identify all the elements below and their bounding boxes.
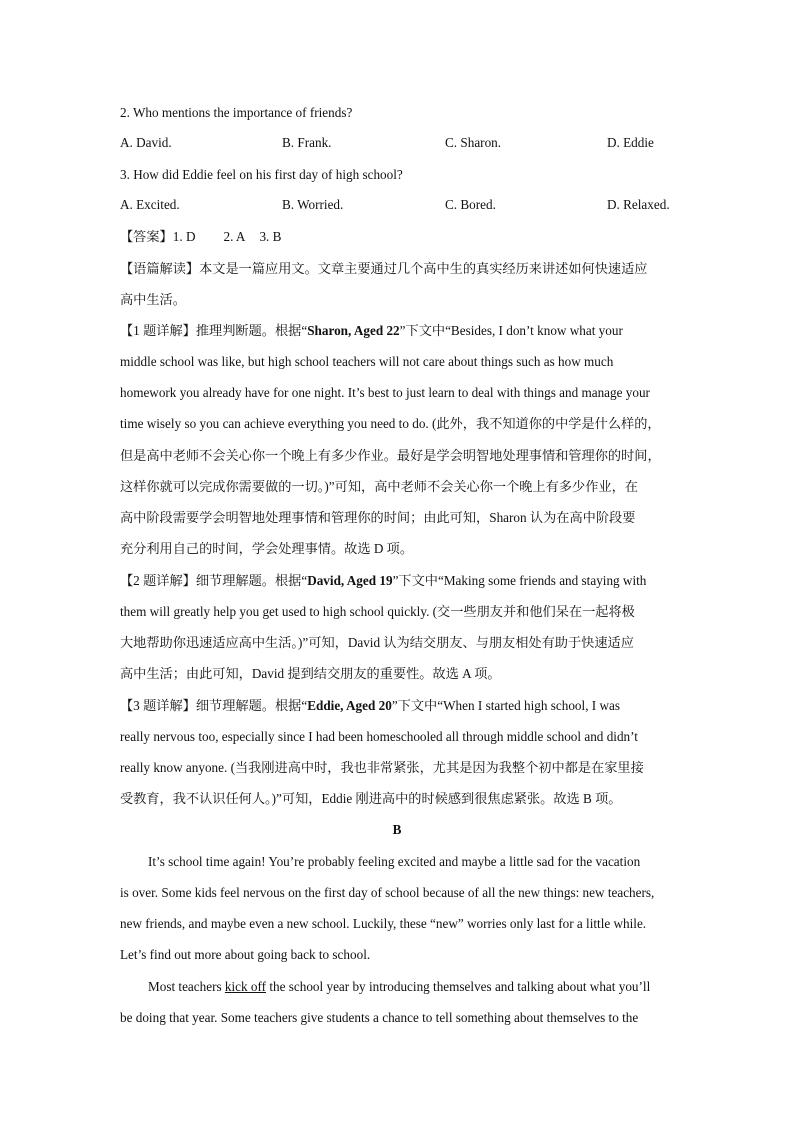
passage-line: new friends, and maybe even a new school. Luckily, these “new” worries only last for a little while.	[120, 916, 647, 931]
detail-1-line: 这样你就可以完成你需要做的一切。)”可知，高中老师不会关心你一个晚上有多少作业，在	[120, 479, 638, 494]
q2-option-a: A. David.	[120, 135, 172, 150]
detail-2-rest: ”下文中“Making some friends and staying with	[392, 573, 647, 588]
detail-3-lead: 细节理解题。根据“	[195, 698, 308, 713]
detail-2-line: 大地帮助你迅速适应高中生活。)”可知，David 认为结交朋友、与朋友相处有助于快速适应	[120, 635, 634, 650]
detail-2-lead: 细节理解题。根据“	[195, 573, 308, 588]
detail-1-tag: 【1 题详解】	[120, 323, 196, 338]
intro-line-2: 高中生活。	[120, 292, 186, 307]
passage-p2-first-line	[148, 978, 680, 996]
q2-option-b: B. Frank.	[282, 135, 332, 150]
q2-option-c: C. Sharon.	[445, 135, 502, 150]
q3-option-c: C. Bored.	[445, 197, 496, 212]
detail-1-rest: ”下文中“Besides, I don’t know what your	[399, 323, 623, 338]
answer-2: 2. A	[223, 229, 246, 244]
passage-line: be doing that year. Some teachers give students a chance to tell something about themselves to the	[120, 1010, 639, 1025]
answer-3: 3. B	[259, 229, 282, 244]
detail-2-tag: 【2 题详解】	[120, 573, 196, 588]
detail-1-line: middle school was like, but high school teachers will not care about things such as how much	[120, 354, 614, 369]
detail-1-name: Sharon, Aged 22	[307, 323, 400, 338]
detail-3-head	[120, 697, 680, 715]
question-3-text: 3. How did Eddie feel on his first day of high school?	[120, 167, 403, 182]
passage-line: It’s school time again! You’re probably feeling excited and maybe a little sad for the vacation	[148, 854, 641, 869]
detail-3-line: really know anyone. (当我刚进高中时，我也非常紧张，尤其是因为我整个初中都是在家里接	[120, 760, 644, 775]
passage-p2-rest: the school year by introducing themselves and talking about what you’ll	[266, 979, 651, 994]
passage-line: is over. Some kids feel nervous on the first day of school because of all the new things: new teachers,	[120, 885, 655, 900]
detail-3-line: really nervous too, especially since I had been homeschooled all through middle school and didn’t	[120, 729, 638, 744]
detail-1-lead: 推理判断题。根据“	[195, 323, 308, 338]
detail-2-name: David, Aged 19	[307, 573, 393, 588]
detail-1-line: 充分利用自己的时间，学会处理事情。故选 D 项。	[120, 541, 414, 556]
detail-3-name: Eddie, Aged 20	[307, 698, 392, 713]
underlined-phrase: kick off	[224, 979, 267, 994]
detail-3-rest: ”下文中“When I started high school, I was	[391, 698, 620, 713]
answer-tag: 【答案】	[120, 229, 173, 244]
q3-option-a: A. Excited.	[120, 197, 180, 212]
passage-line: Let’s find out more about going back to school.	[120, 947, 371, 962]
q2-option-d: D. Eddie	[607, 135, 654, 150]
detail-1-line: 但是高中老师不会关心你一个晚上有多少作业。最好是学会明智地处理事情和管理你的时间，	[120, 448, 661, 463]
answer-1: 1. D	[172, 229, 196, 244]
answer-line	[120, 228, 680, 246]
intro-line-1	[120, 260, 680, 278]
section-title: B	[392, 822, 402, 837]
detail-1-line: time wisely so you can achieve everything you need to do. (此外，我不知道你的中学是什么样的，	[120, 416, 661, 431]
intro-text-1: 本文是一篇应用文。文章主要通过几个高中生的真实经历来讲述如何快速适应	[199, 261, 648, 276]
intro-tag: 【语篇解读】	[120, 261, 200, 276]
q3-option-d: D. Relaxed.	[607, 197, 670, 212]
detail-1-head	[120, 322, 680, 340]
q3-option-b: B. Worried.	[282, 197, 344, 212]
detail-1-line: 高中阶段需要学会明智地处理事情和管理你的时间；由此可知，Sharon 认为在高中阶段要	[120, 510, 636, 525]
detail-3-line: 受教育，我不认识任何人。)”可知，Eddie 刚进高中的时候感到很焦虑紧张。故选 B 项。	[120, 791, 622, 806]
detail-2-head	[120, 572, 680, 590]
passage-p2-start: Most teachers	[148, 979, 225, 994]
detail-3-tag: 【3 题详解】	[120, 698, 196, 713]
question-2-text: 2. Who mentions the importance of friends?	[120, 105, 353, 120]
detail-1-line: homework you already have for one night. It’s best to just learn to deal with things and manage your	[120, 385, 650, 400]
detail-2-line: 高中生活；由此可知，David 提到结交朋友的重要性。故选 A 项。	[120, 666, 501, 681]
detail-2-line: them will greatly help you get used to high school quickly. (交一些朋友并和他们呆在一起将极	[120, 604, 635, 619]
